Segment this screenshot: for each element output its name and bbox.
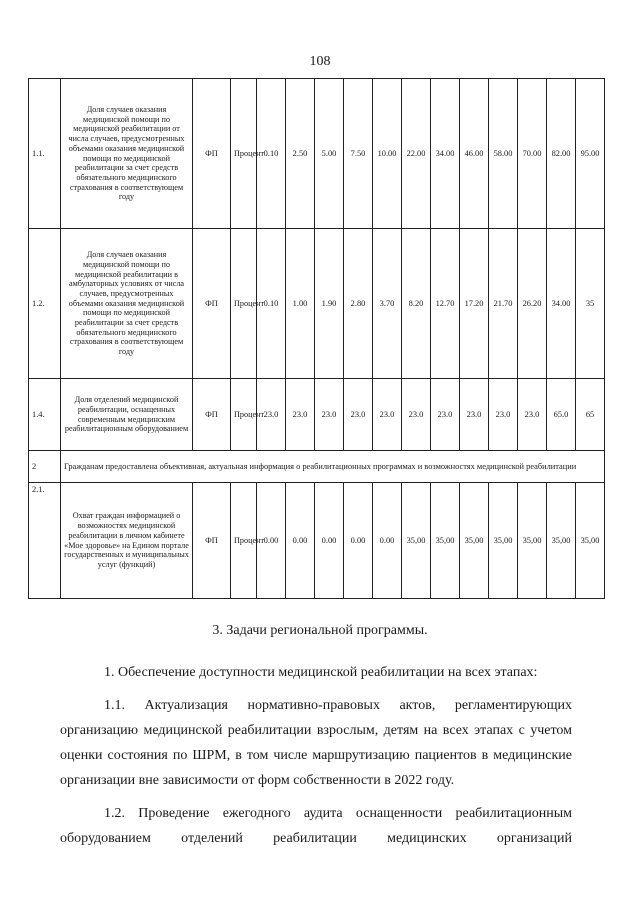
value-cell: 12.70 xyxy=(431,229,460,379)
body-text xyxy=(60,660,572,851)
value-cell: 3.70 xyxy=(373,229,402,379)
indicator-name: Доля отделений медицинской реабилитации, оснащенных современным медицинским реабилитационным оборудованием xyxy=(61,379,193,451)
value-cell: 65 xyxy=(576,379,605,451)
indicator-unit: Процент xyxy=(231,79,257,229)
value-cell: 5.00 xyxy=(315,79,344,229)
value-cell: 23.0 xyxy=(286,379,315,451)
value-cell: 70.00 xyxy=(518,79,547,229)
value-cell: 0.00 xyxy=(257,483,286,599)
indicator-name: Охват граждан информацией о возможностях медицинской реабилитации в личном кабинете «Мое здоровье» на Едином портале государственных и муниципальных услуг (функций) xyxy=(61,483,193,599)
indicator-unit: Процент xyxy=(231,229,257,379)
value-cell: 23.0 xyxy=(373,379,402,451)
value-cell: 35,00 xyxy=(402,483,431,599)
value-cell: 82.00 xyxy=(547,79,576,229)
value-cell: 0.00 xyxy=(344,483,373,599)
indicators-table xyxy=(28,78,605,599)
value-cell: 23.0 xyxy=(402,379,431,451)
value-cell: 58.00 xyxy=(489,79,518,229)
table-row xyxy=(29,379,605,451)
row-number: 1.1. xyxy=(29,79,61,229)
value-cell: 23.0 xyxy=(460,379,489,451)
table-row xyxy=(29,451,605,483)
value-cell: 35,00 xyxy=(489,483,518,599)
row-number: 1.2. xyxy=(29,229,61,379)
table-row xyxy=(29,79,605,229)
indicator-source: ФП xyxy=(193,229,231,379)
value-cell: 23.0 xyxy=(518,379,547,451)
value-cell: 23.0 xyxy=(257,379,286,451)
table-row xyxy=(29,229,605,379)
row-number: 2 xyxy=(29,451,61,483)
indicator-unit: Процент xyxy=(231,379,257,451)
value-cell: 23.0 xyxy=(315,379,344,451)
paragraph: 1.1. Актуализация нормативно-правовых актов, регламентирующих организацию медицинской реабилитации взрослым, детям на всех этапах с учетом оценки состояния по ШРМ, в том числе маршрутизацию пациентов в медицинские организации вне зависимости от форм собственности в 2022 году. xyxy=(60,698,572,788)
value-cell: 10.00 xyxy=(373,79,402,229)
value-cell: 0.00 xyxy=(315,483,344,599)
value-cell: 35 xyxy=(576,229,605,379)
indicator-name: Доля случаев оказания медицинской помощи по медицинской реабилитации от числа случаев, предусмотренных объемами оказания медицинской помощи по медицинской реабилитации за счет средств обязательного медицинского страхования в соответствующем году xyxy=(61,79,193,229)
table-row xyxy=(29,483,605,599)
value-cell: 2.80 xyxy=(344,229,373,379)
row-number: 2.1. xyxy=(29,483,61,599)
value-cell: 0.00 xyxy=(373,483,402,599)
value-cell: 0.10 xyxy=(257,79,286,229)
value-cell: 23.0 xyxy=(431,379,460,451)
value-cell: 7.50 xyxy=(344,79,373,229)
value-cell: 35,00 xyxy=(431,483,460,599)
value-cell: 26.20 xyxy=(518,229,547,379)
section-title: 3. Задачи региональной программы. xyxy=(212,623,428,638)
indicator-name: Доля случаев оказания медицинской помощи по медицинской реабилитации в амбулаторных условиях от числа случаев, предусмотренных объемами оказания медицинской помощи по медицинской реабилитации за счет средств обязательного медицинского страхования в соответствующем году xyxy=(61,229,193,379)
value-cell: 35,00 xyxy=(460,483,489,599)
value-cell: 95.00 xyxy=(576,79,605,229)
value-cell: 2.50 xyxy=(286,79,315,229)
paragraph: 1.2. Проведение ежегодного аудита оснащенности реабилитационным оборудованием отделений реабилитации медицинских организаций xyxy=(60,806,572,846)
indicator-unit: Процент xyxy=(231,483,257,599)
paragraph: 1. Обеспечение доступности медицинской реабилитации на всех этапах: xyxy=(104,665,538,680)
indicator-source: ФП xyxy=(193,79,231,229)
value-cell: 34.00 xyxy=(547,229,576,379)
value-cell: 65.0 xyxy=(547,379,576,451)
value-cell: 35,00 xyxy=(547,483,576,599)
value-cell: 1.00 xyxy=(286,229,315,379)
value-cell: 8.20 xyxy=(402,229,431,379)
value-cell: 35,00 xyxy=(518,483,547,599)
row-number: 1.4. xyxy=(29,379,61,451)
value-cell: 22.00 xyxy=(402,79,431,229)
value-cell: 23.0 xyxy=(489,379,518,451)
value-cell: 1.90 xyxy=(315,229,344,379)
value-cell: 0.10 xyxy=(257,229,286,379)
value-cell: 17.20 xyxy=(460,229,489,379)
value-cell: 23.0 xyxy=(344,379,373,451)
indicator-source: ФП xyxy=(193,483,231,599)
value-cell: 0.00 xyxy=(286,483,315,599)
value-cell: 46.00 xyxy=(460,79,489,229)
value-cell: 34.00 xyxy=(431,79,460,229)
indicator-source: ФП xyxy=(193,379,231,451)
task-heading: Гражданам предоставлена объективная, актуальная информация о реабилитационных программах и возможностях медицинской реабилитации xyxy=(61,451,605,483)
value-cell: 21.70 xyxy=(489,229,518,379)
value-cell: 35,00 xyxy=(576,483,605,599)
page-number: 108 xyxy=(309,54,331,69)
